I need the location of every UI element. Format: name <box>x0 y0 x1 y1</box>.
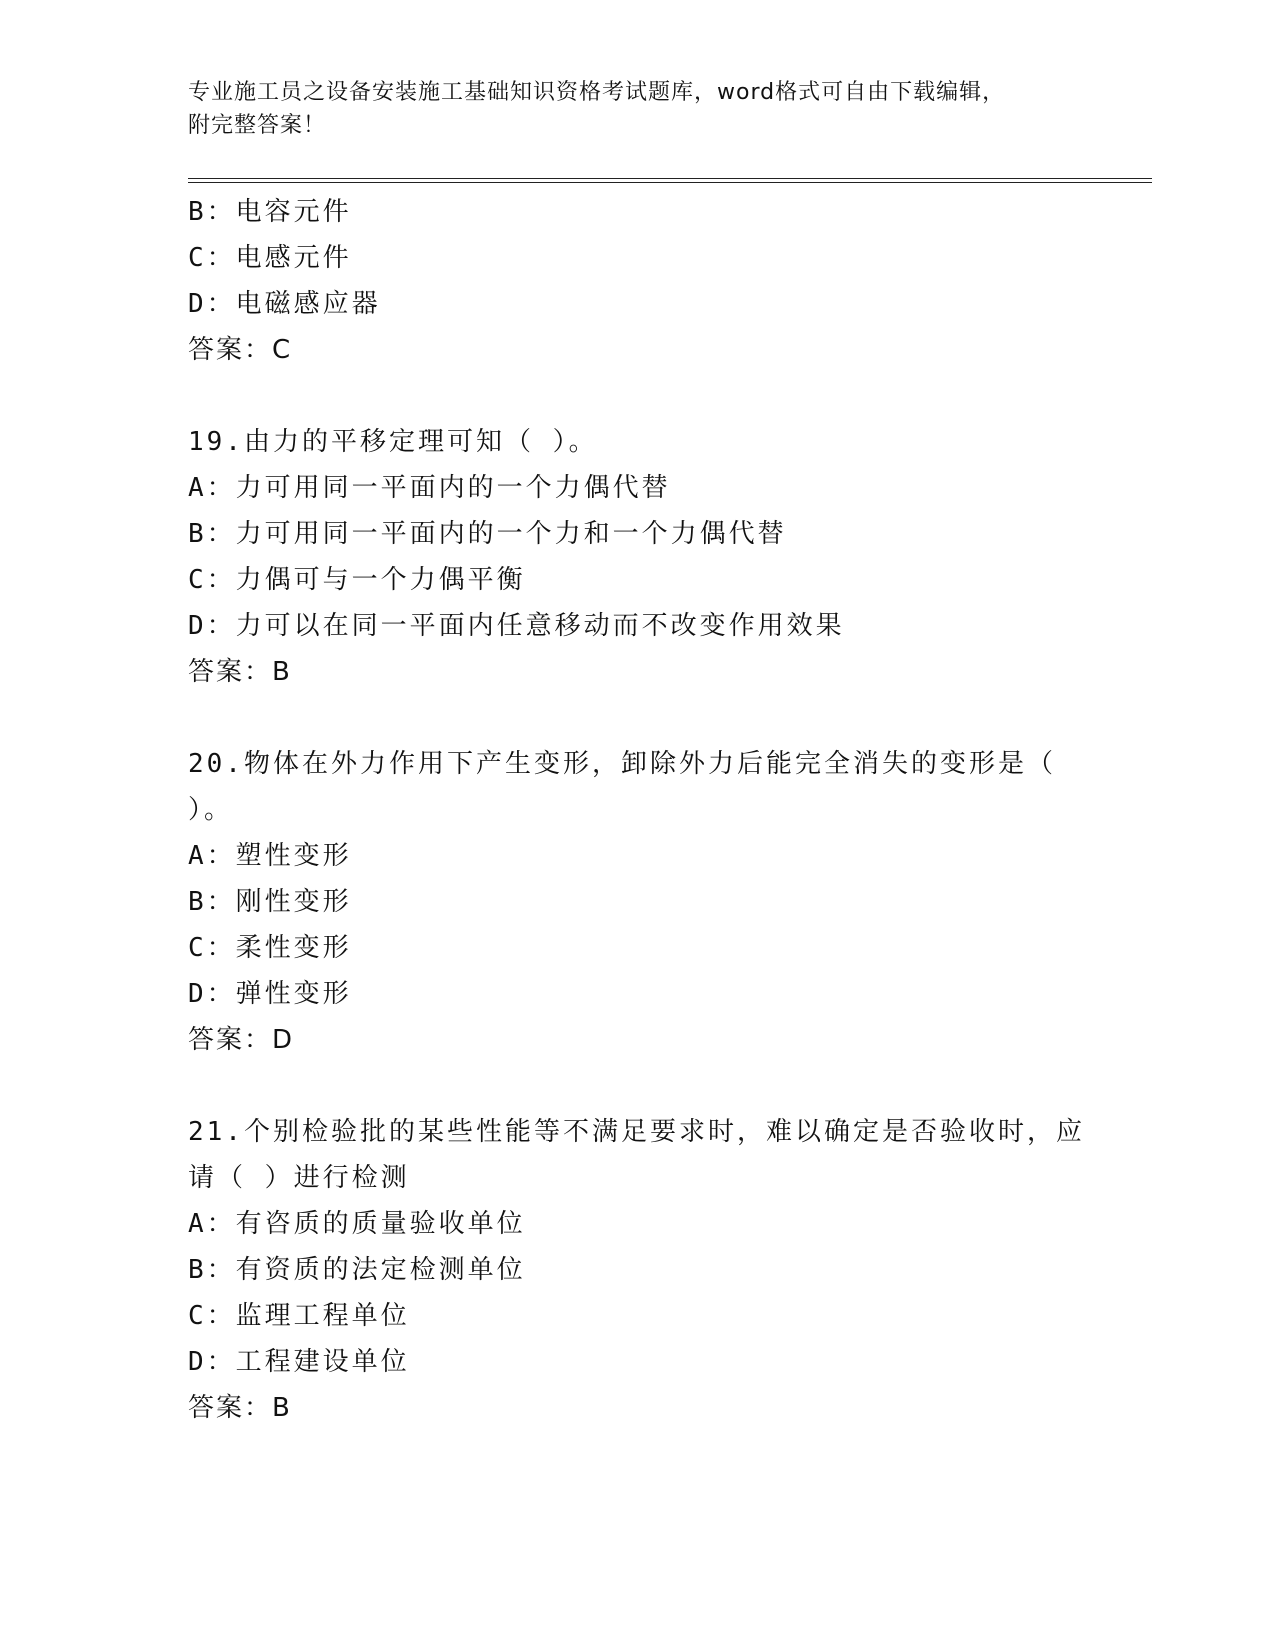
option-d: D：工程建设单位 <box>188 1347 410 1377</box>
question-stem: 21.个别检验批的某些性能等不满足要求时，难以确定是否验收时，应 <box>188 1117 1085 1147</box>
option-b: B：力可用同一平面内的一个力和一个力偶代替 <box>188 519 787 549</box>
option-b: B：有资质的法定检测单位 <box>188 1255 526 1285</box>
question-stem-continued: ）。 <box>188 795 234 825</box>
option-c: C：力偶可与一个力偶平衡 <box>188 565 526 595</box>
option-b: B：刚性变形 <box>188 887 352 917</box>
header-divider-top <box>188 178 1152 179</box>
answer: 答案：B <box>188 657 292 687</box>
option-c: C：电感元件 <box>188 243 352 273</box>
question-21 <box>188 1109 1088 1431</box>
option-d: D：弹性变形 <box>188 979 352 1009</box>
option-d: D：电磁感应器 <box>188 289 381 319</box>
question-20 <box>188 741 1088 1063</box>
answer: 答案：C <box>188 335 293 365</box>
question-19 <box>188 419 1088 695</box>
spacer <box>188 373 1088 419</box>
option-b: B：电容元件 <box>188 197 352 227</box>
spacer <box>188 695 1088 741</box>
question-stem-continued: 请（ ）进行检测 <box>188 1163 410 1193</box>
option-a: A：力可用同一平面内的一个力偶代替 <box>188 473 671 503</box>
option-a: A：塑性变形 <box>188 841 352 871</box>
header-divider-bottom <box>188 182 1152 183</box>
question-stem: 20.物体在外力作用下产生变形，卸除外力后能完全消失的变形是（ <box>188 749 1056 779</box>
document-header <box>188 76 1068 142</box>
header-line-1: 专业施工员之设备安装施工基础知识资格考试题库，word格式可自由下载编辑， <box>188 80 1006 105</box>
option-a: A：有咨质的质量验收单位 <box>188 1209 526 1239</box>
header-line-2: 附完整答案！ <box>188 113 327 138</box>
answer: 答案：B <box>188 1393 292 1423</box>
spacer <box>188 1063 1088 1109</box>
option-c: C：柔性变形 <box>188 933 352 963</box>
question-18-continued <box>188 189 1088 373</box>
option-d: D：力可以在同一平面内任意移动而不改变作用效果 <box>188 611 845 641</box>
question-stem: 19.由力的平移定理可知（ ）。 <box>188 427 598 457</box>
option-c: C：监理工程单位 <box>188 1301 410 1331</box>
document-content <box>188 189 1088 1431</box>
answer: 答案：D <box>188 1025 295 1055</box>
